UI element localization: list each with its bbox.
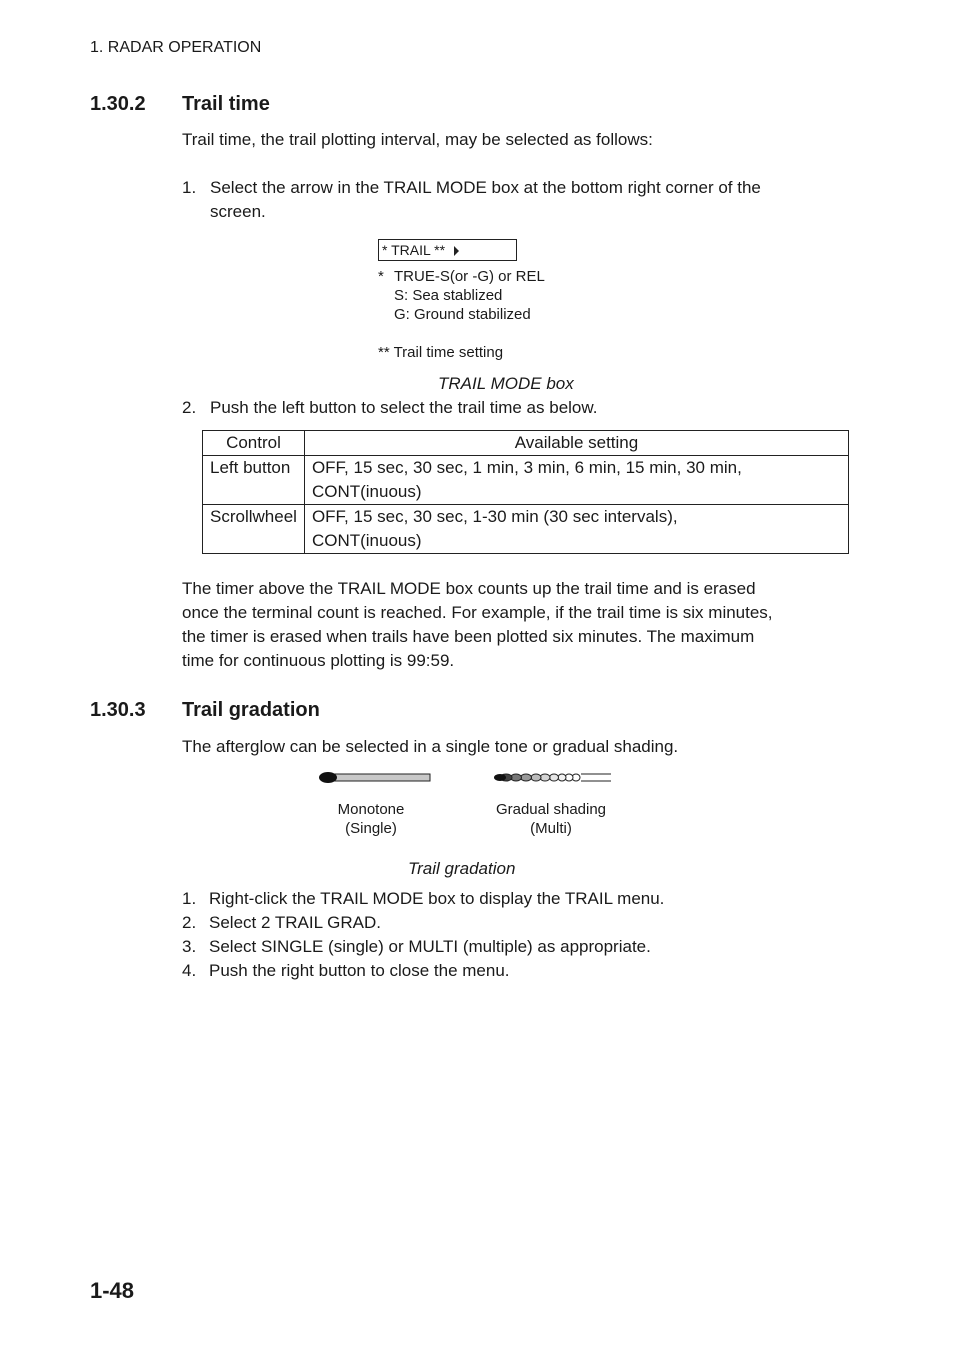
note-text: ** Trail time setting [378,344,504,361]
note-mark: * [378,268,384,285]
cell-line: CONT(inuous) [311,482,422,501]
cell-line: OFF, 15 sec, 30 sec, 1-30 min (30 sec intervals), [311,507,678,526]
section-number: 1.30.2 [90,93,146,115]
trail-mode-box [378,239,517,261]
table-header: Control [203,431,305,456]
note-text: TRUE-S(or -G) or REL [394,268,545,285]
monotone-trail-illustration [318,771,432,785]
table-header-row [203,431,849,456]
paragraph-line: the timer is erased when trails have been plotted six minutes. The maximum [182,627,755,646]
arrow-right-icon [454,246,459,256]
figure-caption: TRAIL MODE box [438,374,574,393]
table-header: Available setting [304,431,848,456]
label-line: (Single) [345,820,397,837]
intro-text: Trail time, the trail plotting interval, may be selected as follows: [182,130,653,149]
settings-table [202,430,849,554]
paragraph [182,577,773,673]
cell-line: OFF, 15 sec, 30 sec, 1 min, 3 min, 6 min, 15 min, 30 min, [311,458,742,477]
step-text: screen. [210,202,266,221]
step-number: 2. [182,398,197,417]
intro-text: The afterglow can be selected in a single tone or gradual shading. [182,737,679,756]
figure-caption: Trail gradation [408,859,516,878]
label-line: (Multi) [530,820,572,837]
step-number: 1. [182,889,197,908]
paragraph-line: once the terminal count is reached. For example, if the trail time is six minutes, [182,603,773,622]
section-number: 1.30.3 [90,699,146,721]
section-title: Trail time [182,93,270,115]
trail-box-label: * TRAIL ** [382,242,446,258]
note-text: S: Sea stablized [394,287,503,304]
table-cell [304,456,848,505]
running-head: 1. RADAR OPERATION [90,39,262,56]
step-number: 3. [182,937,197,956]
cell-line: CONT(inuous) [311,531,422,550]
table-row [203,456,849,505]
table-cell: Scrollwheel [203,505,305,554]
page-number: 1-48 [90,1278,135,1303]
step-text: Push the right button to close the menu. [209,961,510,980]
table-cell [304,505,848,554]
step-number: 2. [182,913,197,932]
step-text: Push the left button to select the trail time as below. [210,398,598,417]
paragraph-line: time for continuous plotting is 99:59. [182,651,455,670]
note-text: G: Ground stabilized [394,306,531,323]
gradual-trail-illustration [493,771,613,785]
label-line: Monotone [337,801,405,818]
table-cell: Left button [203,456,305,505]
step-text: Select 2 TRAIL GRAD. [209,913,381,932]
step-text: Select the arrow in the TRAIL MODE box at the bottom right corner of the [210,178,761,197]
illustration-label [470,800,632,838]
section-title: Trail gradation [182,699,320,721]
step-text: Right-click the TRAIL MODE box to display the TRAIL menu. [209,889,665,908]
illustration-label [300,800,442,838]
step-number: 1. [182,178,197,197]
paragraph-line: The timer above the TRAIL MODE box counts up the trail time and is erased [182,579,756,598]
table-row [203,505,849,554]
step-text: Select SINGLE (single) or MULTI (multiple) as appropriate. [209,937,651,956]
label-line: Gradual shading [495,801,607,818]
step-number: 4. [182,961,197,980]
